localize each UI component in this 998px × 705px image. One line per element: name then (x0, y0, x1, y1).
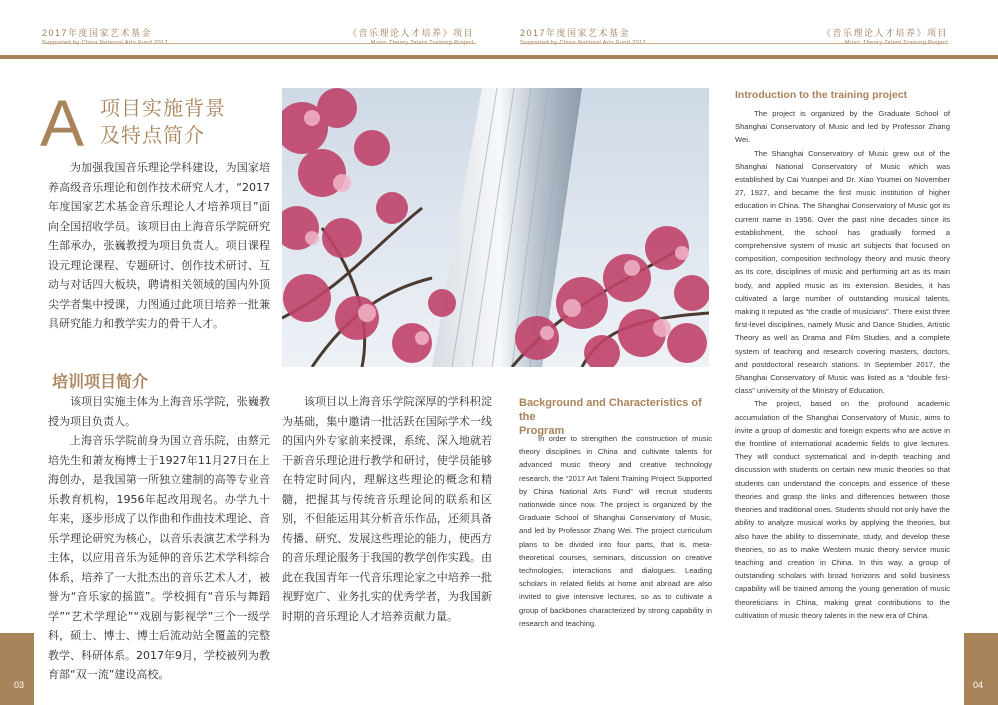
header-left-cn: 2017年度国家艺术基金 (42, 28, 153, 38)
background-en-title-line1: Background and Characteristics of the (519, 397, 702, 423)
training-title: 培训项目简介 (52, 372, 149, 391)
header-left-rule (42, 43, 476, 44)
magnolia-tower-illustration (282, 88, 709, 367)
background-en-title-line2: Program (519, 425, 565, 437)
section-letter: A (40, 86, 85, 160)
training-paragraph-2: 上海音乐学院前身为国立音乐院，由蔡元培先生和萧友梅博士于1927年11月27日在上海创办，是我国第一所独立建制的高等专业音乐教育机构，1956年起改用现名。办学九十年来，逐步形成了以作曲和作曲技术理论、音乐学理论研究为核心，以音乐表演艺术学科为主体，以应用音乐为延伸的音乐艺术学科综合体系，培养了一大批杰出的音乐艺术人才，被誉为“音乐家的摇篮”。学校拥有“音乐与舞蹈学”“艺术学理论”“戏剧与影视学”三个一级学科，硕士、博士、博士后流动站全覆盖的完整教学、科研体系。2017年9月，学校被列为教育部“双一流”建设高校。 (48, 434, 270, 681)
section-a-title-line1: 项目实施背景 (100, 96, 226, 120)
intro-en-paragraph-2: The Shanghai Conservatory of Music grew out of the Shanghai National Conservatory of Music which was established by Cai Yuanpei and Dr. Xiao Youmei on November 27, 1927, and became the first music institution of higher education in China. The Shanghai Conservatory of Music got its current name in 1956. Over the past nine decades since its establishment, the school has gradually formed a comprehensive system of music art subjects that focused on composition, composition technology theory and music theory as its core, disciplines of music and performing art as its main body, and applied music as its extension. Besides, it has cultivated a large number of outstanding musical talents, making it reputed as “the cradle of musicians”. There exist three first-level disciplines, namely Music and Dance Studies, Artistic Theory as well as Drama and Film Studies, and a complete system of teaching and research covering masters, doctors, and postdoctoral research stations. In September 2017, the Shanghai Conservatory of Music was listed as a “double first-class” university of the Ministry of Education. (735, 148, 950, 396)
training-paragraph-1: 该项目实施主体为上海音乐学院，张巍教授为项目负责人。 (48, 395, 270, 428)
page-number-left-tab (0, 633, 34, 705)
training-paragraph-3: 该项目以上海音乐学院深厚的学科积淀为基础，集中邀请一批活跃在国际学术一线的国内外专家前来授课，系统、深入地就若干新音乐理论进行教学和研讨，使学员能够在特定时间内，理解这些理论的概念和精髓，把握其与传统音乐理论间的联系和区别，不但能运用其分析音乐作品，还须具备传播、研究、发展这些理论的能力，使西方的音乐理论服务于我国的教学创作实践。由此在我国青年一代音乐理论家之中培养一批视野宽广、业务扎实的优秀学者，为我国新时期的音乐理论人才培养贡献力量。 (282, 395, 492, 623)
header-left-project-cn: 《音乐理论人才培养》项目 (347, 28, 474, 38)
section-a-title (100, 95, 226, 149)
header-right-rule (520, 43, 948, 44)
intro-en-body (735, 107, 950, 622)
intro-en-title: Introduction to the training project (735, 89, 908, 101)
section-a-paragraph: 为加强我国音乐理论学科建设，为国家培养高级音乐理论和创作技术研究人才，“2017年度国家艺术基金音乐理论人才培养项目”面向全国招收学员。该项目由上海音乐学院研究生部承办，张巍教授为项目负责人。项目课程设元理论课程、专题研讨、创作技术研讨、互动与对话四大板块，聘请相关领域的国内外顶尖学者集中授课，力图通过此项目培养一批兼具研究能力和教学实力的骨干人才。 (48, 161, 270, 330)
background-en-body (519, 432, 712, 630)
page-number-right: 04 (973, 680, 984, 690)
magnolia-tower-photo (282, 88, 709, 367)
section-a-title-line2: 及特点简介 (100, 123, 205, 147)
header-right-cn: 2017年度国家艺术基金 (520, 28, 631, 38)
training-column-1 (48, 392, 270, 685)
section-a-body (48, 158, 270, 334)
header-gold-bar (0, 55, 998, 59)
intro-en-paragraph-3: The project, based on the profound academic accumulation of the Shanghai Conservatory of Music, aims to invite a group of domestic and foreign experts who are active in the frontline of international academic fields to give lectures. They will conduct systematical and in-depth teaching and discussion with students on certain new music theories so that students can understand the concepts and essence of these theories and grasp the links and differences between those theories and traditional ones. Students should not only have the ability to analyze musical works by applying the theories, but also have the ability to disseminate, study, and develop these theories, so as to make Western music theory service music teaching and creation in China. In this way, a group of outstanding scholars with broad horizons and solid business capability will be trained among the young generation of music theoreticians in China, making great contributions to the cultivation of music theory talents in the new era of China. (735, 399, 950, 620)
header-right-project-cn: 《音乐理论人才培养》项目 (821, 28, 948, 38)
page-number-left: 03 (14, 680, 25, 690)
intro-en-paragraph-1: The project is organized by the Graduate School of Shanghai Conservatory of Music and led by Professor Zhang Wei. (735, 109, 950, 145)
training-column-2 (282, 392, 492, 626)
page-number-right-tab (964, 633, 998, 705)
background-en-paragraph: In order to strengthen the construction of music theory disciplines in China and cultivate talents for advanced music theory and creative technology research, the “2017 Art Talent Training Project Supported by China National Arts Fund” will recruit students nationwide since now. The project is organized by the Graduate School of Shanghai Conservatory of Music, and led by Professor Zhang Wei. The project curriculum plans to be divided into four parts, that is, meta-theoretical courses, seminars, discussion on creative technologies, interactions and dialogues. Leading scholars in related fields at home and abroad are also invited to give intensive lectures, so as to cultivate a group of backbones characterized by strong capability in research and teaching. (519, 434, 712, 628)
